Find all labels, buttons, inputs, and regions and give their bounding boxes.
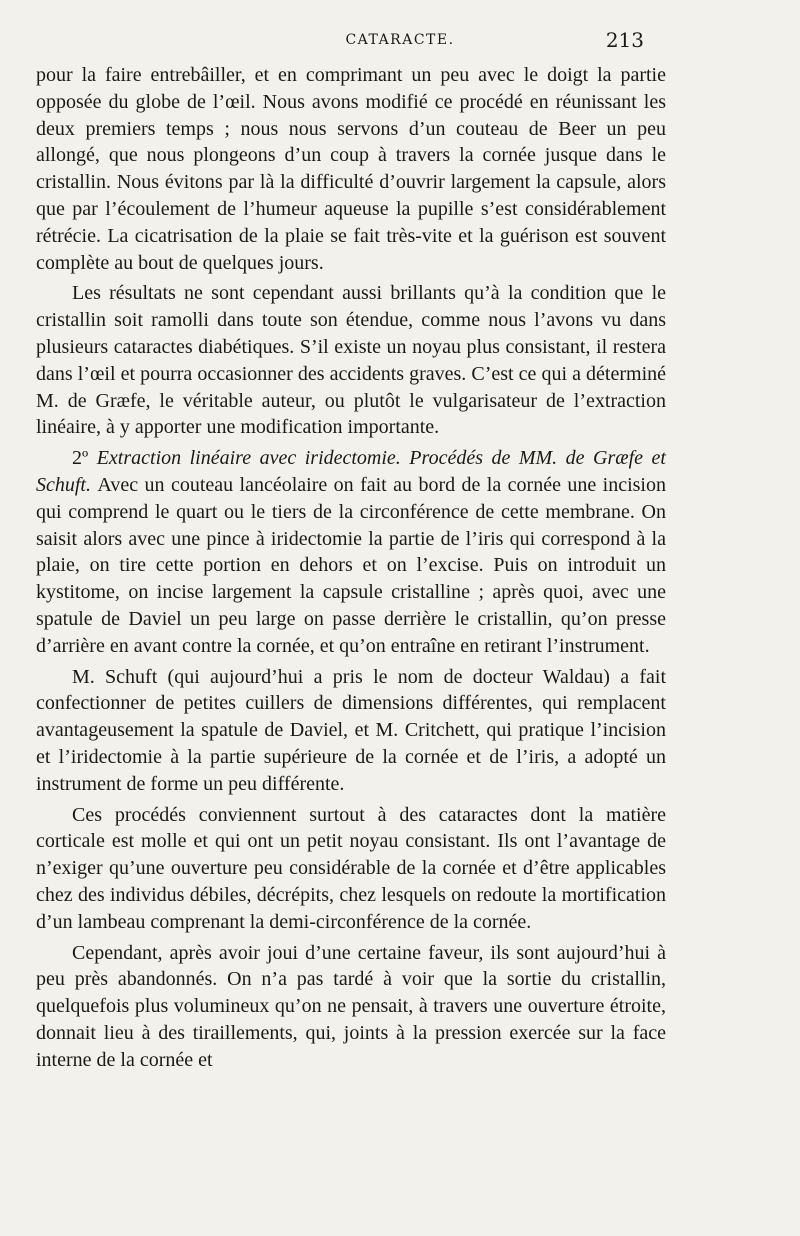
page-header [0, 28, 800, 56]
paragraph-text: Cependant, après avoir joui d’une certaine faveur, ils sont aujourd’hui à peu près abandonnés. On n’a pas tardé à voir que la sortie du cristallin, quelquefois plus volumineux qu’on ne pensait, à travers une ouverture étroite, donnait lieu à des tiraillements, qui, joints à la pression exercée sur la face interne de la cornée et [36, 941, 666, 1071]
body-text [36, 62, 666, 1077]
page-number: 213 [605, 28, 644, 52]
paragraph-text: Les résultats ne sont cependant aussi brillants qu’à la condition que le cristallin soit ramolli dans toute son étendue, comme nous l’avons vu dans plusieurs cataractes diabétiques. S’il existe un noyau plus consistant, il restera dans l’œil et pourra occasionner des accidents graves. C’est ce qui a déterminé M. de Græfe, le véritable auteur, ou plutôt le vulgarisateur de l’extraction linéaire, à y apporter une modification importante. [36, 282, 666, 439]
section-number: 2º [72, 447, 97, 470]
paragraph-text: M. Schuft (qui aujourd’hui a pris le nom de docteur Waldau) a fait confectionner de petites cuillers de dimensions différentes, qui remplacent avantageusement la spatule de Daviel, et M. Critchett, qui pratique l’incision et l’iridectomie à la partie supérieure de la cornée et de l’iris, a adopté un instrument de forme un peu différente. [36, 665, 666, 795]
paragraph-6 [36, 940, 666, 1074]
paragraph-text: Ces procédés conviennent surtout à des cataractes dont la matière corticale est molle et qui ont un petit noyau consistant. Ils ont l’avantage de n’exiger qu’une ouverture peu considérable de la cornée et d’être applicables chez des individus débiles, décrépits, chez lesquels on redoute la mortification d’un lambeau comprenant la demi-circonférence de la cornée. [36, 803, 666, 933]
paragraph-3 [36, 445, 666, 659]
paragraph-4 [36, 664, 666, 798]
paragraph-text: pour la faire entrebâiller, et en comprimant un peu avec le doigt la partie opposée du globe de l’œil. Nous avons modifié ce procédé en réunissant les deux premiers temps ; nous nous servons d’un couteau de Beer un peu allongé, que nous plongeons d’un coup à travers la cornée jusque dans le cristallin. Nous évitons par là la difficulté d’ouvrir largement la capsule, alors que par l’écoulement de l’humeur aqueuse la pupille s’est considérablement rétrécie. La cicatrisation de la plaie se fait très-vite et la guérison est souvent complète au bout de quelques jours. [36, 64, 666, 274]
paragraph-1 [36, 62, 666, 276]
paragraph-2 [36, 280, 666, 441]
running-head: CATARACTE. [345, 32, 455, 48]
paragraph-text: Avec un couteau lancéolaire on fait au bord de la cornée une incision qui comprend le quart ou le tiers de la circonférence de cette membrane. On saisit alors avec une pince à iridectomie la partie de l’iris qui correspond à la plaie, on tire cette portion en dehors et on l’excise. Puis on introduit un kystitome, on incise largement la capsule cristalline ; après quoi, avec une spatule de Daviel un peu large on passe derrière le cristallin, qu’on presse d’arrière en avant contre la cornée, et qu’on entraîne en retirant l’instrument. [36, 473, 666, 657]
paragraph-5 [36, 802, 666, 936]
section-heading: Extraction linéaire avec iridectomie. Procédés de MM. de Græfe et Schuft. [36, 447, 666, 496]
